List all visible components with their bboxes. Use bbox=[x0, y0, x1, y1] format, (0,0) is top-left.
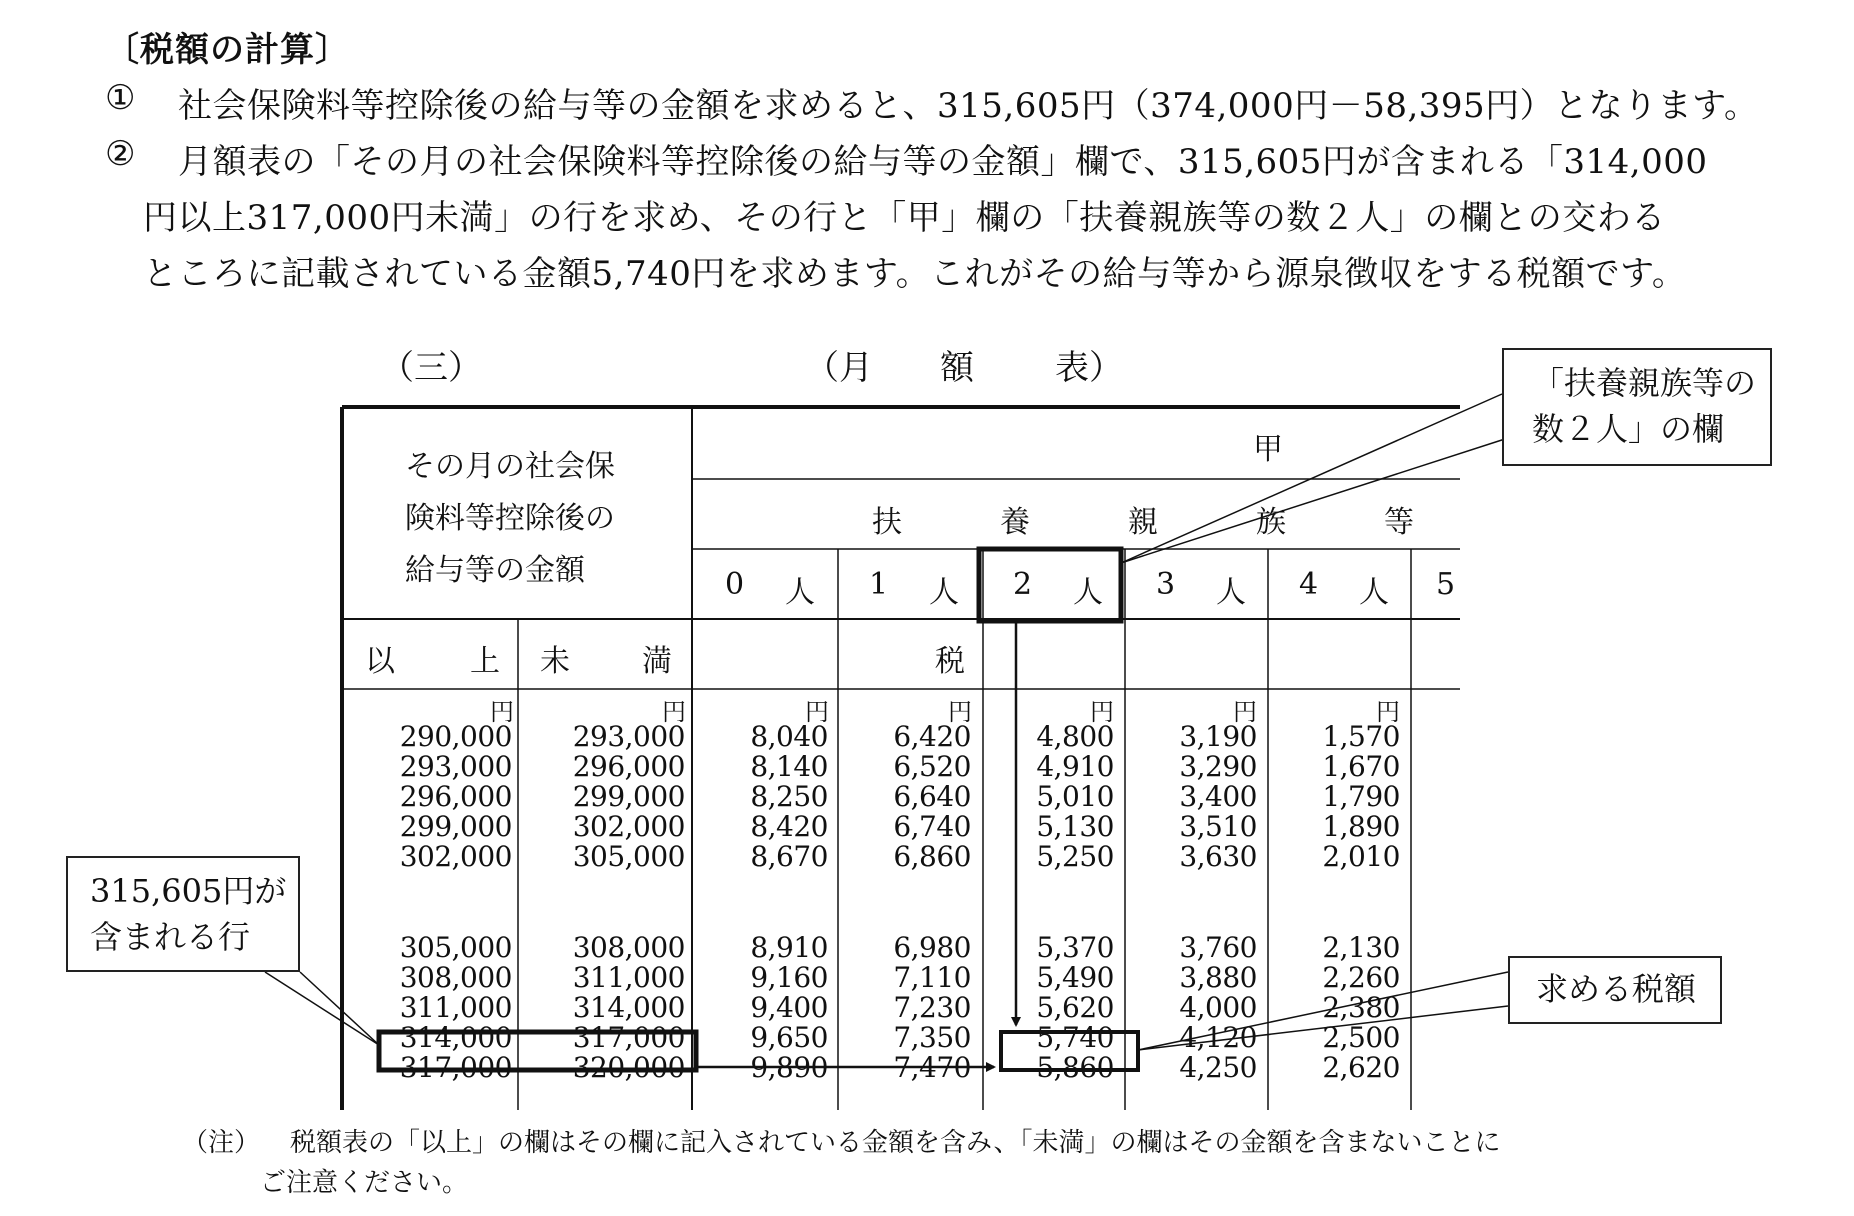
table-cell: 299,000 bbox=[572, 780, 685, 813]
table-title-open: （月 bbox=[805, 348, 873, 388]
unit-yen: 円 bbox=[490, 698, 514, 726]
dep-col-2-number: 2 bbox=[1013, 567, 1033, 602]
table-cell: 2,500 bbox=[1322, 1021, 1400, 1054]
table-title-middle: 額 bbox=[940, 348, 974, 388]
table-cell: 8,420 bbox=[750, 810, 828, 843]
zei-header: 税 bbox=[935, 644, 965, 679]
table-cell: 3,290 bbox=[1179, 750, 1257, 783]
callout-target-row bbox=[66, 856, 300, 972]
miman-header-char-1: 未 bbox=[540, 644, 570, 679]
table-cell: 5,860 bbox=[1036, 1051, 1114, 1084]
table-cell: 8,910 bbox=[750, 931, 828, 964]
table-cell: 5,010 bbox=[1036, 780, 1114, 813]
unit-yen: 円 bbox=[662, 698, 686, 726]
table-cell: 1,570 bbox=[1322, 720, 1400, 753]
dependents-char-2: 養 bbox=[1000, 505, 1030, 540]
dependents-char-3: 親 bbox=[1128, 505, 1158, 540]
table-cell: 305,000 bbox=[399, 931, 512, 964]
note-line-2: ご注意ください。 bbox=[260, 1168, 469, 1198]
dep-col-4-number: 4 bbox=[1299, 567, 1319, 602]
unit-yen: 円 bbox=[805, 698, 829, 726]
table-cell: 6,740 bbox=[893, 810, 971, 843]
table-cell: 305,000 bbox=[572, 840, 685, 873]
table-cell: 9,160 bbox=[750, 961, 828, 994]
table-cell: 293,000 bbox=[572, 720, 685, 753]
step-2-line-1: 月額表の「その月の社会保険料等控除後の給与等の金額」欄で、315,605円が含まれる「314,000 bbox=[178, 142, 1708, 182]
callout-dependents-line-2: 数２人」の欄 bbox=[1532, 410, 1725, 448]
callout-row-line-1: 315,605円が bbox=[90, 872, 287, 910]
table-cell: 1,670 bbox=[1322, 750, 1400, 783]
step-2-marker: ② bbox=[105, 134, 136, 174]
table-cell: 317,000 bbox=[572, 1021, 685, 1054]
dep-col-3-unit: 人 bbox=[1216, 575, 1246, 610]
table-cell: 296,000 bbox=[572, 750, 685, 783]
table-cell: 7,230 bbox=[893, 991, 971, 1024]
table-cell: 3,400 bbox=[1179, 780, 1257, 813]
section-heading: 〔税額の計算〕 bbox=[105, 30, 350, 70]
table-cell: 5,370 bbox=[1036, 931, 1114, 964]
unit-yen: 円 bbox=[1233, 698, 1257, 726]
kou-header: 甲 bbox=[1253, 432, 1283, 467]
unit-yen: 円 bbox=[1090, 698, 1114, 726]
table-cell: 7,350 bbox=[893, 1021, 971, 1054]
dep-col-2-unit: 人 bbox=[1073, 575, 1103, 610]
table-cell: 9,890 bbox=[750, 1051, 828, 1084]
table-cell: 296,000 bbox=[399, 780, 512, 813]
table-cell: 314,000 bbox=[572, 991, 685, 1024]
table-cell: 1,790 bbox=[1322, 780, 1400, 813]
table-cell: 4,000 bbox=[1179, 991, 1257, 1024]
unit-yen: 円 bbox=[1376, 698, 1400, 726]
table-cell: 311,000 bbox=[399, 991, 512, 1024]
callout-tax-amount bbox=[1508, 956, 1722, 1024]
dep-col-5-number: 5 bbox=[1436, 567, 1456, 602]
table-cell: 302,000 bbox=[399, 840, 512, 873]
dependents-char-1: 扶 bbox=[872, 505, 902, 540]
step-1-text: 社会保険料等控除後の給与等の金額を求めると、315,605円（374,000円－58,395円）となります。 bbox=[178, 86, 1759, 126]
table-cell: 308,000 bbox=[572, 931, 685, 964]
table-cell: 2,260 bbox=[1322, 961, 1400, 994]
table-cell: 317,000 bbox=[399, 1051, 512, 1084]
table-cell: 3,630 bbox=[1179, 840, 1257, 873]
step-2-line-2: 円以上317,000円未満」の行を求め、その行と「甲」欄の「扶養親族等の数２人」の欄との交わる bbox=[143, 198, 1666, 238]
callout-row-line-1: 含まれる行 bbox=[90, 918, 251, 956]
dependents-char-4: 族 bbox=[1256, 505, 1286, 540]
dep-col-4-unit: 人 bbox=[1359, 575, 1389, 610]
table-cell: 299,000 bbox=[399, 810, 512, 843]
miman-header-char-2: 満 bbox=[642, 644, 672, 679]
ijou-header-char-2: 上 bbox=[470, 644, 500, 679]
table-cell: 9,400 bbox=[750, 991, 828, 1024]
table-cell: 7,470 bbox=[893, 1051, 971, 1084]
table-cell: 2,010 bbox=[1322, 840, 1400, 873]
table-cell: 4,800 bbox=[1036, 720, 1114, 753]
dep-col-1-unit: 人 bbox=[929, 575, 959, 610]
table-section-label: （三） bbox=[380, 348, 482, 388]
table-cell: 3,510 bbox=[1179, 810, 1257, 843]
callout-dependents-line-1: 「扶養親族等の bbox=[1532, 364, 1757, 402]
table-cell: 3,880 bbox=[1179, 961, 1257, 994]
note-line-1: 税額表の「以上」の欄はその欄に記入されている金額を含み、「未満」の欄はその金額を含まないことに bbox=[290, 1128, 1501, 1158]
table-cell: 2,380 bbox=[1322, 991, 1400, 1024]
dependents-char-5: 等 bbox=[1384, 505, 1414, 540]
ijou-header-char-1: 以 bbox=[365, 644, 395, 679]
table-cell: 1,890 bbox=[1322, 810, 1400, 843]
step-2-line-3: ところに記載されている金額5,740円を求めます。これがその給与等から源泉徴収をする税額です。 bbox=[143, 254, 1687, 294]
table-cell: 8,250 bbox=[750, 780, 828, 813]
table-cell: 4,250 bbox=[1179, 1051, 1257, 1084]
table-cell: 3,190 bbox=[1179, 720, 1257, 753]
table-cell: 8,140 bbox=[750, 750, 828, 783]
table-cell: 5,620 bbox=[1036, 991, 1114, 1024]
table-cell: 7,110 bbox=[893, 961, 971, 994]
table-cell: 5,250 bbox=[1036, 840, 1114, 873]
table-cell: 6,640 bbox=[893, 780, 971, 813]
table-cell: 3,760 bbox=[1179, 931, 1257, 964]
table-cell: 5,740 bbox=[1036, 1021, 1114, 1054]
table-title-close: 表） bbox=[1055, 348, 1123, 388]
table-cell: 8,040 bbox=[750, 720, 828, 753]
table-cell: 9,650 bbox=[750, 1021, 828, 1054]
table-cell: 2,620 bbox=[1322, 1051, 1400, 1084]
table-cell: 320,000 bbox=[572, 1051, 685, 1084]
table-cell: 8,670 bbox=[750, 840, 828, 873]
table-cell: 4,120 bbox=[1179, 1021, 1257, 1054]
note-marker: （注） bbox=[182, 1128, 261, 1158]
salary-header-line-3: 給与等の金額 bbox=[405, 553, 585, 588]
table-cell: 290,000 bbox=[399, 720, 512, 753]
table-cell: 314,000 bbox=[399, 1021, 512, 1054]
table-cell: 6,420 bbox=[893, 720, 971, 753]
salary-header-line-1: その月の社会保 bbox=[405, 449, 615, 484]
table-cell: 308,000 bbox=[399, 961, 512, 994]
step-1-marker: ① bbox=[105, 78, 136, 118]
dep-col-0-number: 0 bbox=[725, 567, 745, 602]
table-cell: 311,000 bbox=[572, 961, 685, 994]
table-cell: 6,860 bbox=[893, 840, 971, 873]
table-cell: 302,000 bbox=[572, 810, 685, 843]
table-cell: 5,130 bbox=[1036, 810, 1114, 843]
dep-col-1-number: 1 bbox=[869, 567, 889, 602]
callout-tax-text: 求める税額 bbox=[1536, 970, 1697, 1008]
salary-header-line-2: 険料等控除後の bbox=[405, 501, 615, 536]
callout-dependents-column bbox=[1502, 348, 1772, 466]
table-cell: 4,910 bbox=[1036, 750, 1114, 783]
table-cell: 6,980 bbox=[893, 931, 971, 964]
table-cell: 6,520 bbox=[893, 750, 971, 783]
table-cell: 5,490 bbox=[1036, 961, 1114, 994]
table-cell: 293,000 bbox=[399, 750, 512, 783]
dep-col-3-number: 3 bbox=[1156, 567, 1176, 602]
unit-yen: 円 bbox=[948, 698, 972, 726]
table-cell: 2,130 bbox=[1322, 931, 1400, 964]
dep-col-0-unit: 人 bbox=[785, 575, 815, 610]
